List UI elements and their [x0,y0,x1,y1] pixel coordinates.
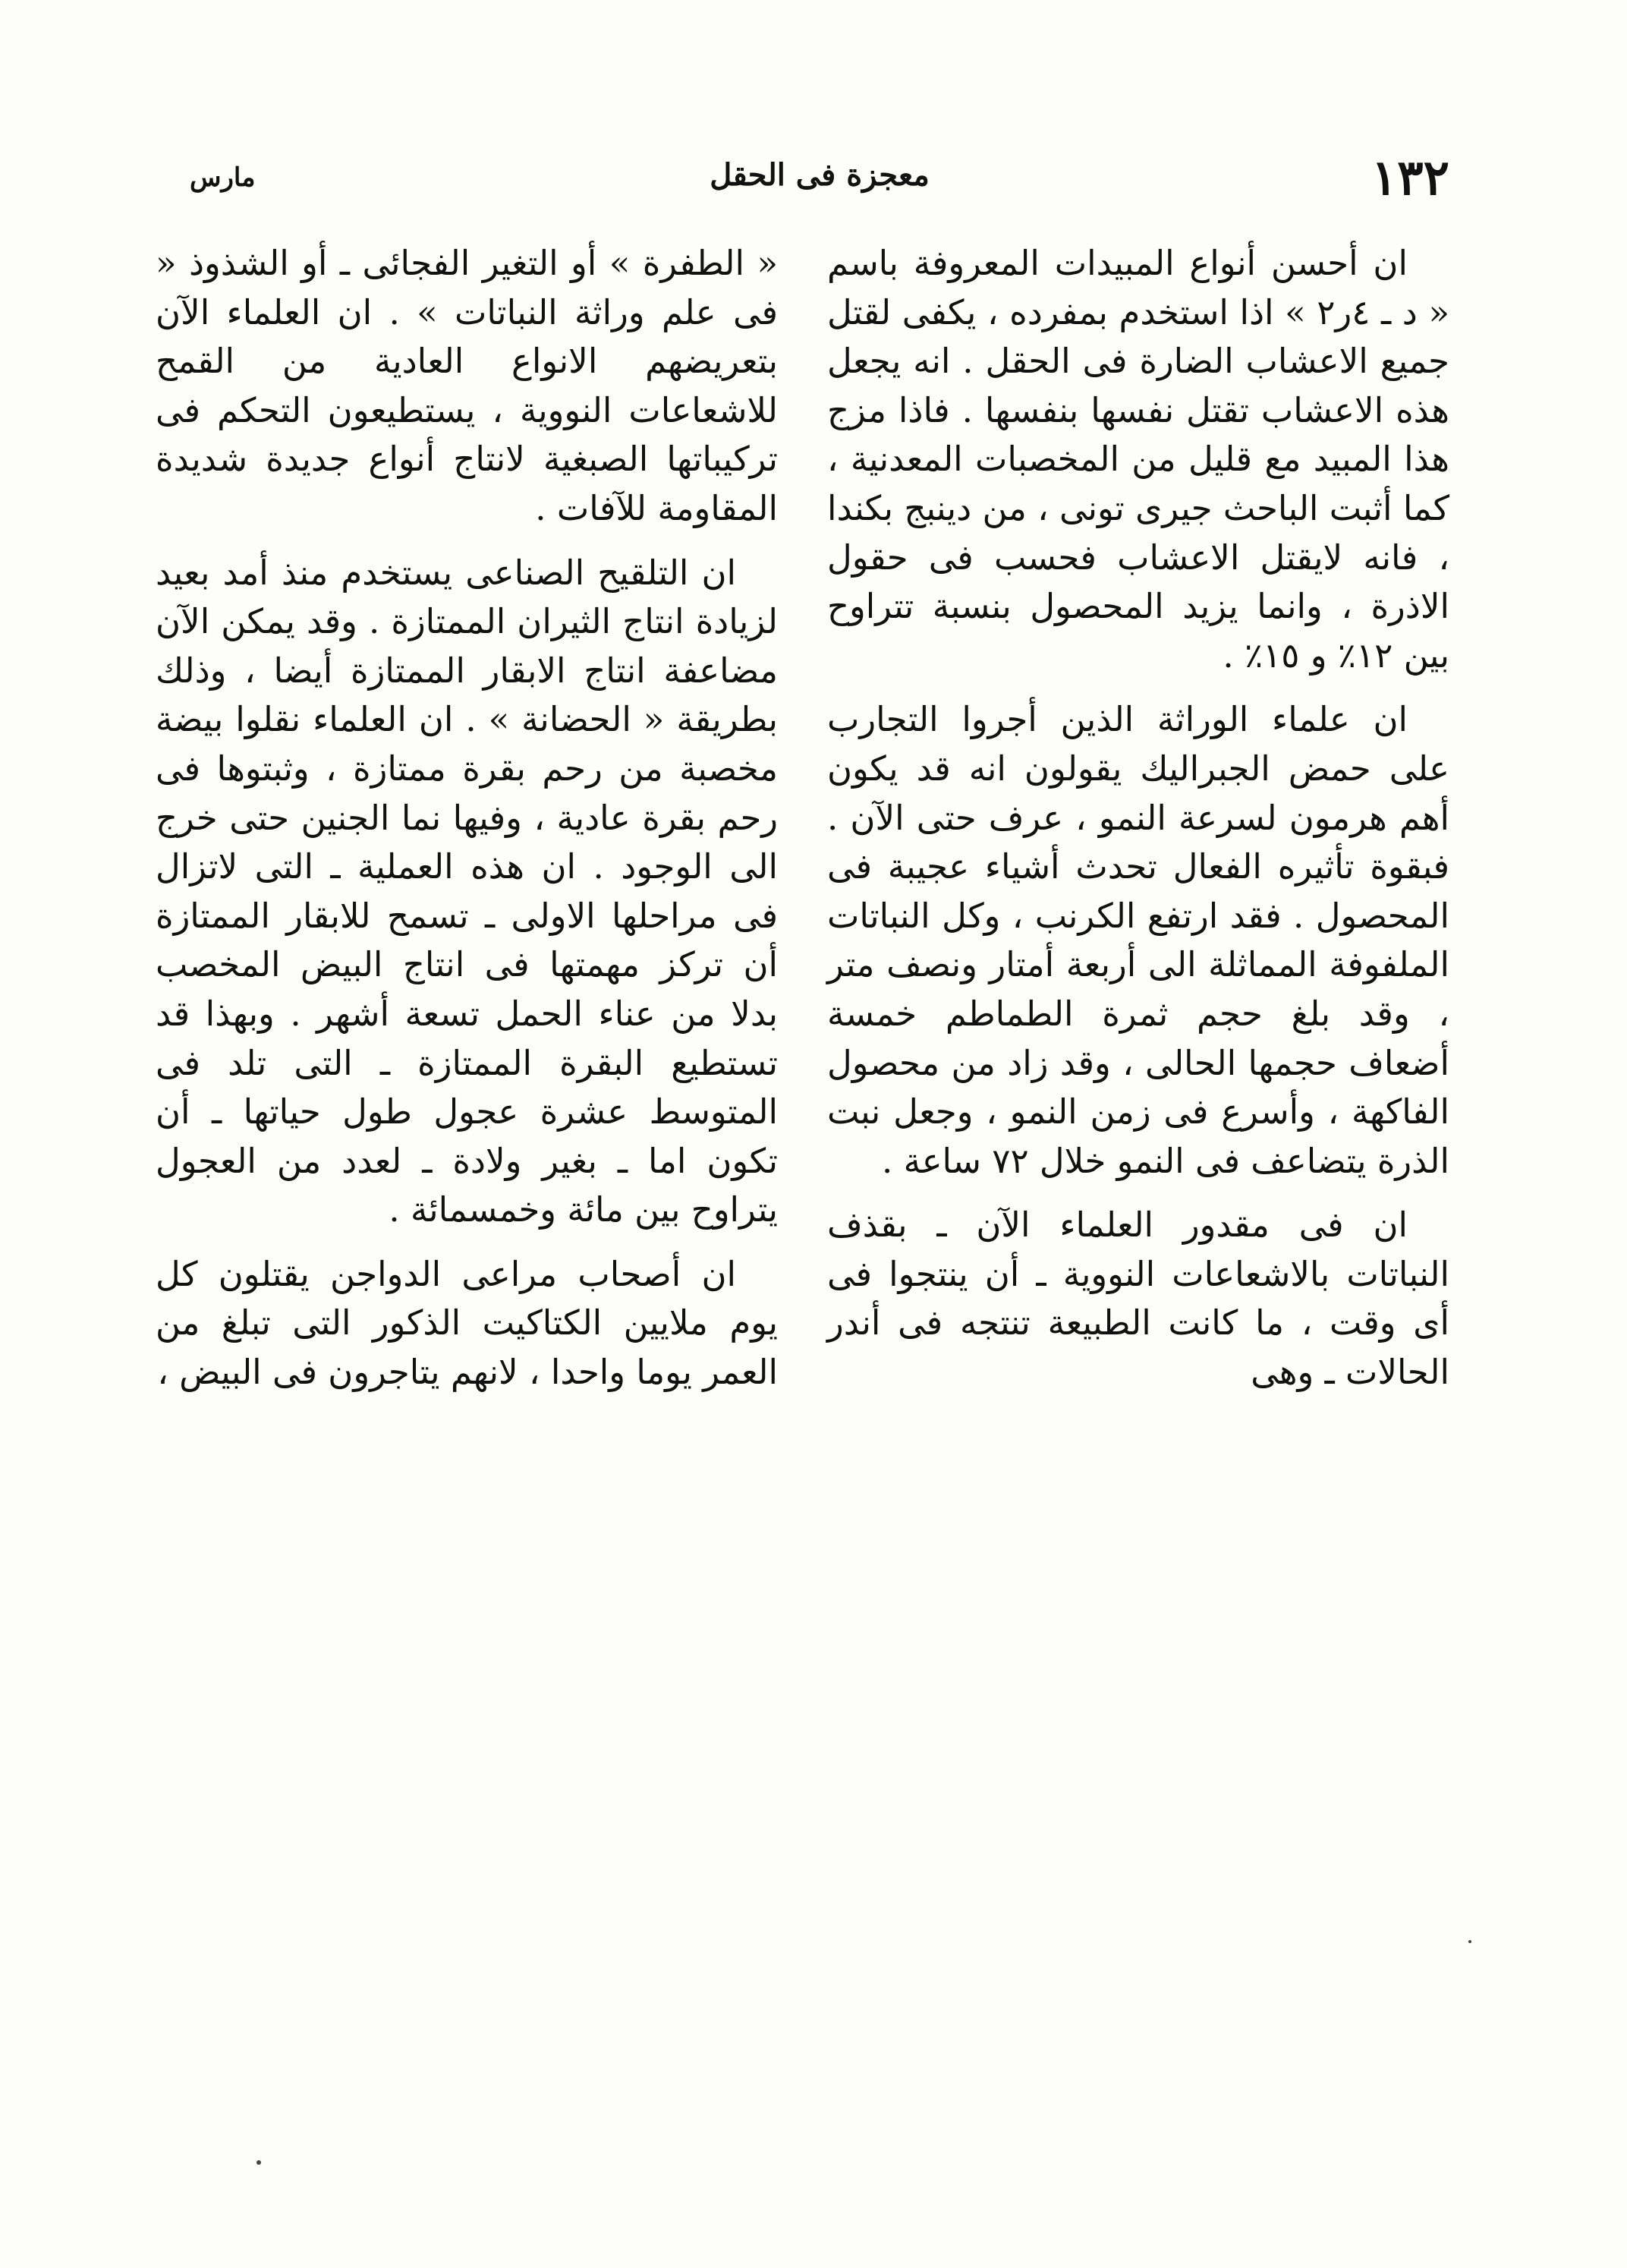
paragraph: ان التلقيح الصناعى يستخدم منذ أمد بعيد لزيادة انتاج الثيران الممتازة . وقد يمكن الآن مضاعفة انتاج الابقار الممتازة أيضا ، وذلك بطريقة « الحضانة » . ان العلماء نقلوا بيضة مخصبة من رحم بقرة ممتازة ، وثبتوها فى رحم بقرة عادية ، وفيها نما الجنين حتى خرج الى الوجود . ان هذه العملية ـ التى لاتزال فى مراحلها الاولى ـ تسمح للابقار الممتازة أن تركز مهمتها فى انتاج البيض المخصب بدلا من عناء الحمل تسعة أشهر . وبهذا قد تستطيع البقرة الممتازة ـ التى تلد فى المتوسط عشرة عجول طول حياتها ـ أن تكون اما ـ بغير ولادة ـ لعدد من العجول يتراوح بين مائة وخمسمائة . [156,552,778,1230]
page-header [190,148,1449,209]
paragraph: ان أصحاب مراعى الدواجن يقتلون كل يوم ملايين الكتاكيت الذكور التى تبلغ من العمر يوما واحدا ، لانهم يتاجرون فى البيض ، [156,1253,778,1393]
paragraph: ان علماء الوراثة الذين أجروا التجارب على حمض الجبراليك يقولون انه قد يكون أهم هرمون لسرعة النمو ، عرف حتى الآن . فبقوة تأثيره الفعال تحدث أشياء عجيبة فى المحصول . فقد ارتفع الكرنب ، وكل النباتات الملفوفة المماثلة الى أربعة أمتار ونصف متر ، وقد بلغ حجم ثمرة الطماطم خمسة أضعاف حجمها الحالى ، وقد زاد من محصول الفاكهة ، وأسرع فى زمن النمو ، وجعل نبت الذرة يتضاعف فى النمو خلال ٧٢ ساعة . [827,699,1449,1181]
paragraph: « الطفرة » أو التغير الفجائى ـ أو الشذوذ « فى علم وراثة النباتات » . ان العلماء الآن بتعريضهم الانواع العادية من القمح للاشعاعات النووية ، يستطيعون التحكم فى تركيباتها الصبغية لانتاج أنواع جديدة شديدة المقاومة للآفات . [156,243,778,528]
print-speck [256,2160,261,2165]
page-number: ١٣٢ [1371,150,1449,206]
left-column [156,239,778,1413]
running-title: معجزة فى الحقل [710,157,930,193]
running-month: مارس [190,162,256,193]
paragraph: ان أحسن أنواع المبيدات المعروفة باسم « د ـ ٤ر٢ » اذا استخدم بمفرده ، يكفى لقتل جميع الاعشاب الضارة فى الحقل . انه يجعل هذه الاعشاب تقتل نفسها بنفسها . فاذا مزج هذا المبيد مع قليل من المخصبات المعدنية ، كما أثبت الباحث جيرى تونى ، من دينبج بكندا ، فانه لايقتل الاعشاب فحسب فى حقول الاذرة ، وانما يزيد المحصول بنسبة تتراوح بين ١٢٪ و ١٥٪ . [827,243,1449,676]
right-column [827,239,1449,1413]
paragraph: ان فى مقدور العلماء الآن ـ بقذف النباتات بالاشعاعات النووية ـ أن ينتجوا فى أى وقت ، ما كانت الطبيعة تنتجه فى أندر الحالات ـ وهى [827,1205,1449,1393]
print-speck [1468,1940,1471,1943]
